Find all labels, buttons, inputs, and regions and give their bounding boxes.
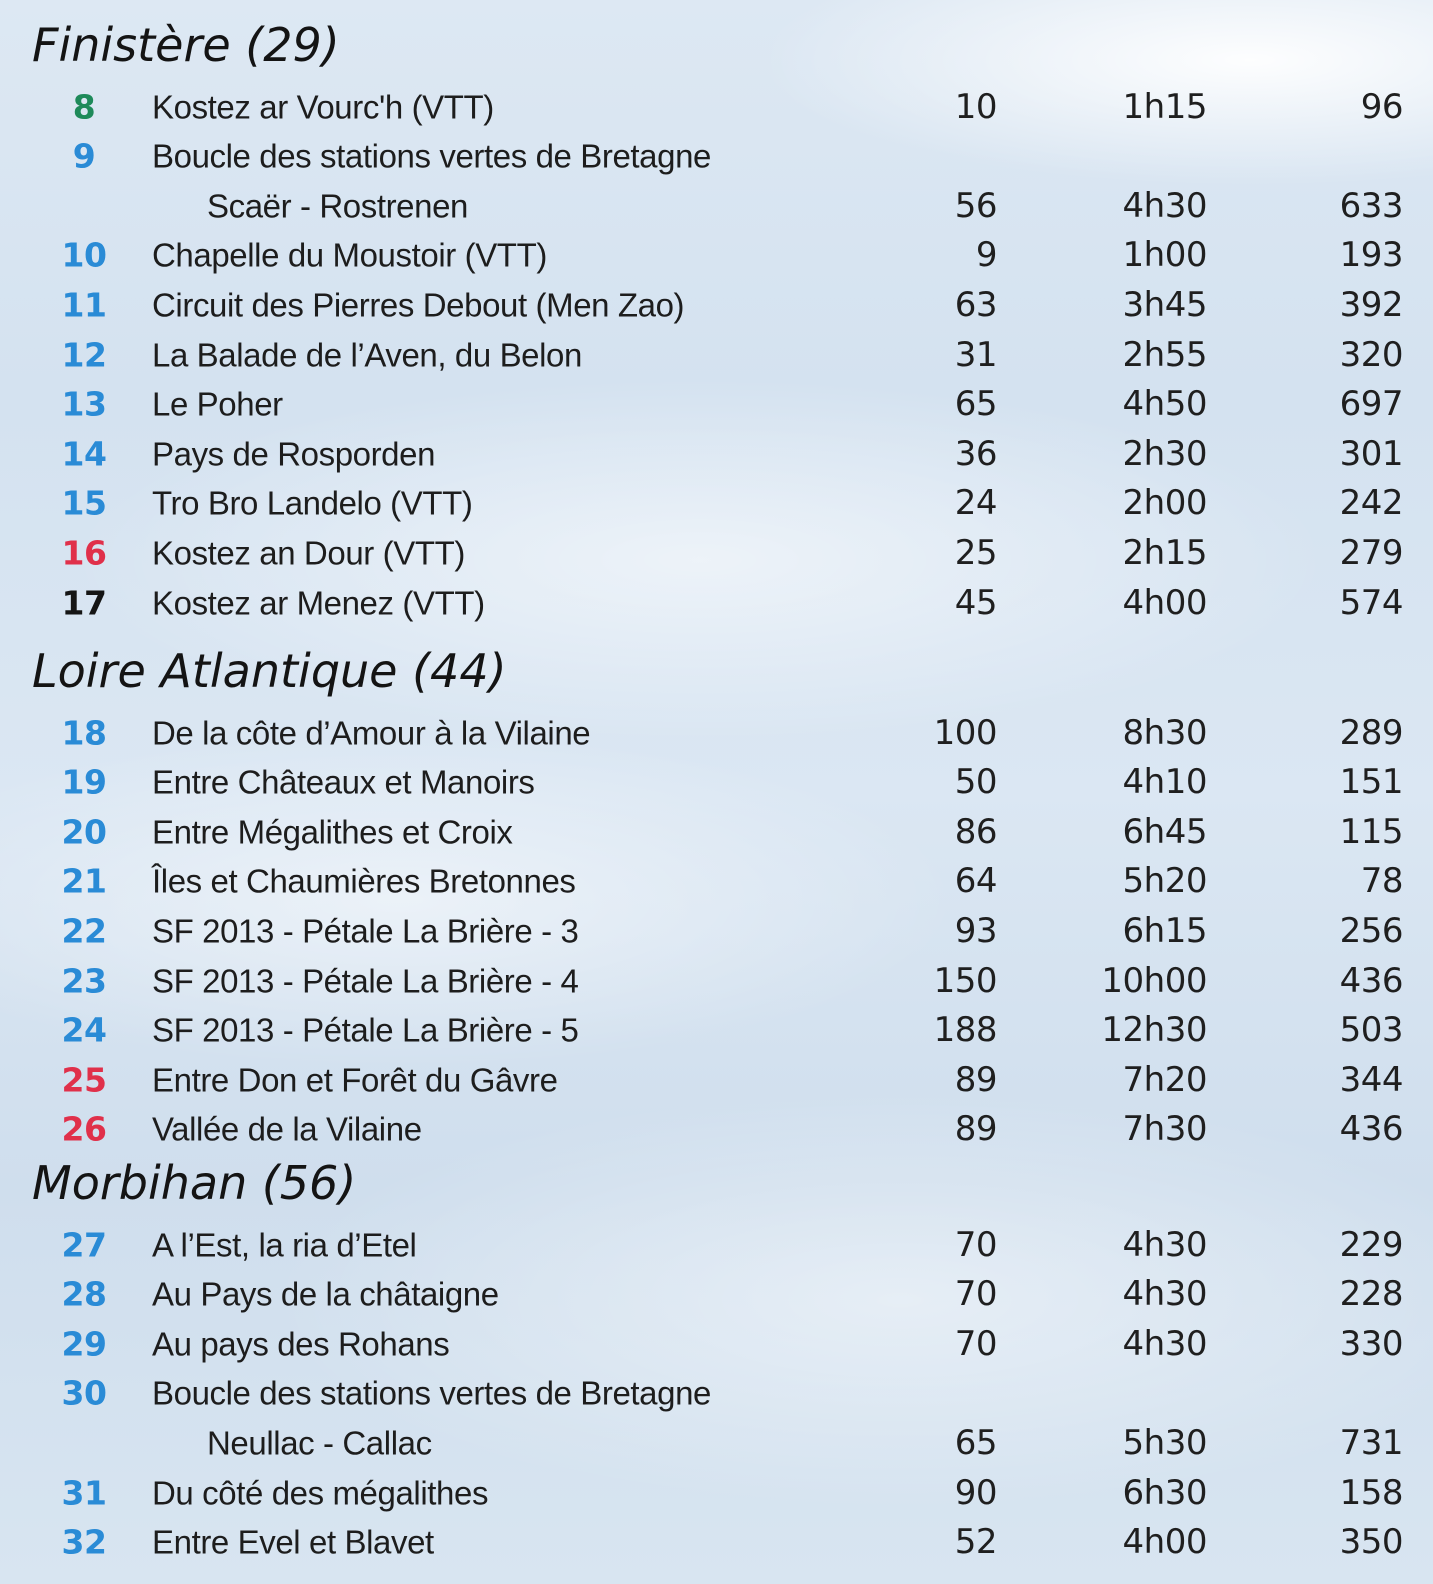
route-name: A l’Est, la ria d’Etel <box>152 1226 417 1263</box>
route-number: 19 <box>61 762 107 802</box>
route-value: 436 <box>1339 960 1403 1001</box>
route-name: Au pays des Rohans <box>152 1325 450 1363</box>
route-distance: 100 <box>933 712 997 753</box>
route-row <box>0 1319 1433 1368</box>
route-row <box>0 1055 1433 1104</box>
route-row <box>0 1369 1433 1418</box>
route-value: 256 <box>1339 910 1403 951</box>
route-row <box>0 231 1433 280</box>
route-name: SF 2013 - Pétale La Brière - 3 <box>152 912 579 950</box>
route-name: SF 2013 - Pétale La Brière - 4 <box>152 962 579 999</box>
route-distance: 89 <box>954 1059 997 1100</box>
route-distance: 24 <box>954 483 997 524</box>
section-title: Loire Atlantique (44) <box>32 644 507 698</box>
route-distance: 52 <box>954 1522 997 1563</box>
route-distance: 89 <box>954 1109 997 1150</box>
route-distance: 36 <box>954 433 997 474</box>
route-row <box>0 807 1433 856</box>
route-distance: 25 <box>954 532 997 573</box>
route-value: 96 <box>1360 86 1403 127</box>
route-duration: 3h45 <box>1122 284 1207 325</box>
route-distance: 65 <box>954 1422 997 1463</box>
route-duration: 1h00 <box>1122 235 1207 276</box>
route-distance: 10 <box>954 86 997 127</box>
route-number: 18 <box>61 713 107 752</box>
route-value: 301 <box>1339 433 1403 474</box>
route-number: 11 <box>61 285 107 325</box>
route-number: 10 <box>61 235 107 275</box>
route-duration: 4h30 <box>1122 185 1207 226</box>
route-row <box>0 1220 1433 1269</box>
route-duration: 5h30 <box>1122 1422 1207 1463</box>
route-row <box>0 1105 1433 1154</box>
route-value: 193 <box>1339 235 1403 276</box>
route-name: Pays de Rosporden <box>152 435 436 473</box>
route-distance: 70 <box>954 1274 997 1315</box>
route-name: Neullac - Callac <box>207 1424 432 1462</box>
route-duration: 4h10 <box>1122 762 1207 803</box>
route-number: 12 <box>61 335 107 374</box>
route-row <box>0 956 1433 1005</box>
route-duration: 1h15 <box>1122 86 1207 127</box>
route-duration: 4h30 <box>1122 1323 1207 1364</box>
route-value: 392 <box>1339 284 1403 325</box>
route-row <box>0 82 1433 131</box>
route-number: 27 <box>61 1225 107 1264</box>
route-distance: 65 <box>954 384 997 425</box>
route-row <box>0 479 1433 528</box>
route-name: Entre Châteaux et Manoirs <box>152 763 535 801</box>
route-duration: 4h50 <box>1122 384 1207 425</box>
route-value: 320 <box>1339 334 1403 375</box>
route-number: 17 <box>61 583 107 622</box>
route-value: 229 <box>1339 1224 1403 1265</box>
route-value: 289 <box>1339 712 1403 753</box>
route-name: Du côté des mégalithes <box>152 1474 489 1511</box>
route-row <box>0 429 1433 478</box>
route-row <box>0 906 1433 955</box>
route-row <box>0 1006 1433 1055</box>
route-number: 8 <box>72 87 96 126</box>
route-value: 633 <box>1339 185 1403 226</box>
route-distance: 63 <box>954 284 997 325</box>
route-row <box>0 330 1433 379</box>
route-duration: 10h00 <box>1101 960 1207 1001</box>
route-number: 16 <box>61 533 107 573</box>
route-name: Tro Bro Landelo (VTT) <box>152 484 473 522</box>
route-duration: 6h45 <box>1122 811 1207 852</box>
route-value: 697 <box>1339 384 1403 425</box>
route-name: Au Pays de la châtaigne <box>152 1275 499 1313</box>
route-distance: 86 <box>954 811 997 852</box>
route-distance: 93 <box>954 910 997 951</box>
route-duration: 2h30 <box>1122 433 1207 474</box>
route-value: 350 <box>1339 1522 1403 1563</box>
route-number: 28 <box>61 1274 107 1314</box>
route-row <box>0 857 1433 906</box>
route-row <box>0 1518 1433 1567</box>
route-name: Entre Evel et Blavet <box>152 1523 434 1561</box>
route-distance: 56 <box>954 185 997 226</box>
route-duration: 7h30 <box>1122 1109 1207 1150</box>
route-number: 15 <box>61 483 107 523</box>
route-name: Kostez ar Menez (VTT) <box>152 584 485 621</box>
route-name: Îles et Chaumières Bretonnes <box>152 862 576 900</box>
route-value: 503 <box>1339 1010 1403 1051</box>
route-distance: 45 <box>954 582 997 623</box>
route-duration: 2h55 <box>1122 334 1207 375</box>
route-value: 344 <box>1339 1059 1403 1100</box>
route-distance: 70 <box>954 1323 997 1364</box>
route-duration: 5h20 <box>1122 861 1207 902</box>
route-name: Le Poher <box>152 385 283 423</box>
route-duration: 2h00 <box>1122 483 1207 524</box>
route-number: 9 <box>72 136 96 176</box>
route-number: 21 <box>61 861 107 901</box>
section-title: Morbihan (56) <box>32 1156 357 1210</box>
route-row <box>0 1270 1433 1319</box>
route-value: 731 <box>1339 1422 1403 1463</box>
route-name: SF 2013 - Pétale La Brière - 5 <box>152 1011 579 1049</box>
route-duration: 12h30 <box>1101 1010 1207 1051</box>
route-row <box>0 132 1433 181</box>
route-duration: 4h00 <box>1122 582 1207 623</box>
route-number: 29 <box>61 1324 107 1364</box>
section-title: Finistère (29) <box>32 18 340 72</box>
route-name: Circuit des Pierres Debout (Men Zao) <box>152 286 685 324</box>
route-row <box>0 280 1433 329</box>
route-distance: 64 <box>954 861 997 902</box>
route-name: Boucle des stations vertes de Bretagne <box>152 1374 711 1412</box>
route-duration: 6h15 <box>1122 910 1207 951</box>
route-number: 13 <box>61 384 107 424</box>
route-duration: 7h20 <box>1122 1059 1207 1100</box>
route-name: Chapelle du Moustoir (VTT) <box>152 236 547 274</box>
route-value: 115 <box>1339 811 1403 852</box>
route-number: 23 <box>61 961 107 1000</box>
route-row <box>0 181 1433 230</box>
route-number: 26 <box>61 1109 107 1149</box>
route-number: 31 <box>61 1473 107 1512</box>
route-name: Entre Don et Forêt du Gâvre <box>152 1061 558 1099</box>
route-row <box>0 1418 1433 1467</box>
route-value: 279 <box>1339 532 1403 573</box>
route-distance: 31 <box>954 334 997 375</box>
route-value: 436 <box>1339 1109 1403 1150</box>
route-name: De la côte d’Amour à la Vilaine <box>152 714 591 751</box>
route-duration: 8h30 <box>1122 712 1207 753</box>
route-distance: 188 <box>933 1010 997 1051</box>
route-number: 14 <box>61 434 107 474</box>
route-row <box>0 1468 1433 1517</box>
route-number: 24 <box>61 1010 107 1050</box>
route-row <box>0 708 1433 757</box>
route-duration: 4h30 <box>1122 1224 1207 1265</box>
route-name: Vallée de la Vilaine <box>152 1110 422 1148</box>
route-name: La Balade de l’Aven, du Belon <box>152 336 582 373</box>
route-number: 22 <box>61 911 107 951</box>
route-distance: 50 <box>954 762 997 803</box>
route-value: 78 <box>1360 861 1403 902</box>
route-number: 25 <box>61 1060 107 1100</box>
route-number: 30 <box>61 1373 107 1413</box>
route-name: Entre Mégalithes et Croix <box>152 813 513 851</box>
route-value: 574 <box>1339 582 1403 623</box>
route-value: 228 <box>1339 1274 1403 1315</box>
route-value: 158 <box>1339 1472 1403 1513</box>
route-duration: 4h30 <box>1122 1274 1207 1315</box>
route-duration: 4h00 <box>1122 1522 1207 1563</box>
route-value: 151 <box>1339 762 1403 803</box>
route-distance: 70 <box>954 1224 997 1265</box>
route-number: 20 <box>61 812 107 852</box>
route-name: Kostez ar Vourc'h (VTT) <box>152 88 494 125</box>
route-name: Boucle des stations vertes de Bretagne <box>152 137 711 175</box>
route-row <box>0 758 1433 807</box>
route-row <box>0 578 1433 627</box>
route-name: Scaër - Rostrenen <box>207 187 468 225</box>
route-distance: 150 <box>933 960 997 1001</box>
route-duration: 6h30 <box>1122 1472 1207 1513</box>
route-value: 330 <box>1339 1323 1403 1364</box>
route-row <box>0 528 1433 577</box>
route-number: 32 <box>61 1522 107 1562</box>
route-row <box>0 380 1433 429</box>
route-distance: 90 <box>954 1472 997 1513</box>
route-name: Kostez an Dour (VTT) <box>152 534 465 572</box>
route-value: 242 <box>1339 483 1403 524</box>
route-distance: 9 <box>975 235 997 276</box>
route-duration: 2h15 <box>1122 532 1207 573</box>
